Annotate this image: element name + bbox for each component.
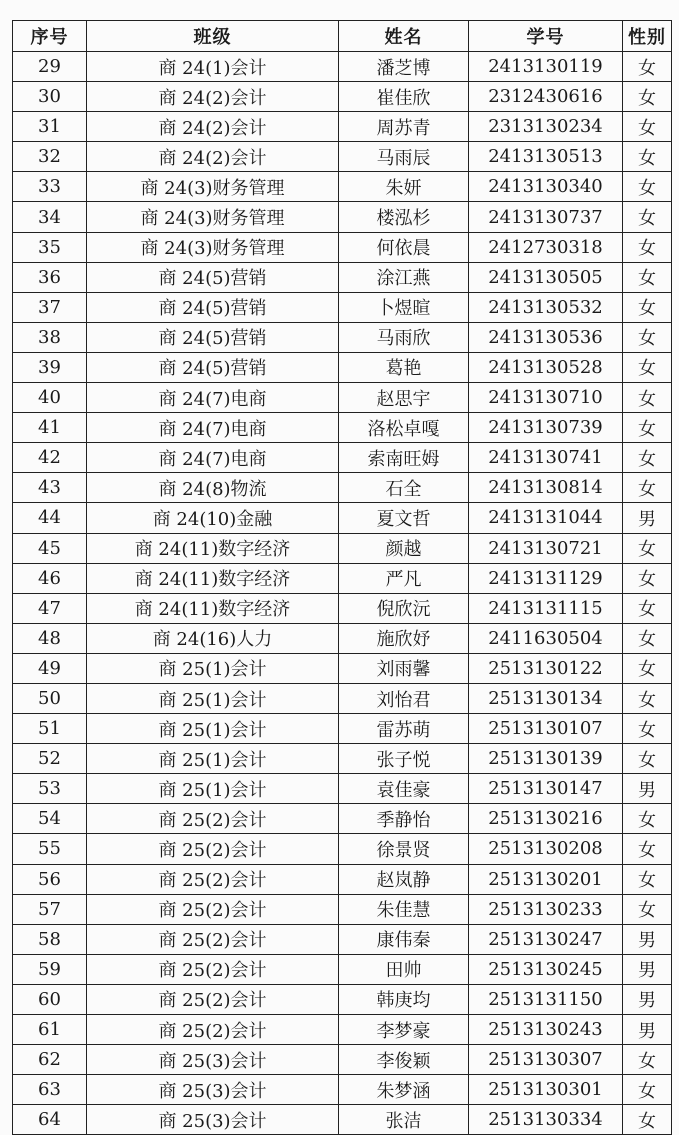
cell-student-id: 2513130147 [469,774,623,804]
table-row [13,1015,672,1045]
cell-name: 朱梦涵 [339,1075,469,1105]
table-row [13,172,672,202]
cell-class: 商 25(1)会计 [87,683,339,713]
cell-gender: 女 [623,563,672,593]
cell-student-id: 2513130247 [469,924,623,954]
cell-class: 商 24(5)营销 [87,322,339,352]
cell-student-id: 2513130208 [469,834,623,864]
cell-class: 商 25(2)会计 [87,804,339,834]
cell-gender: 女 [623,1045,672,1075]
cell-student-id: 2513130216 [469,804,623,834]
cell-name: 李梦豪 [339,1015,469,1045]
cell-name: 涂江燕 [339,262,469,292]
cell-student-id: 2413130528 [469,352,623,382]
cell-index: 62 [13,1045,87,1075]
cell-index: 44 [13,503,87,533]
cell-gender: 女 [623,352,672,382]
cell-class: 商 24(11)数字经济 [87,593,339,623]
cell-name: 刘雨馨 [339,653,469,683]
table-row [13,1105,672,1135]
cell-class: 商 24(11)数字经济 [87,563,339,593]
cell-name: 李俊颖 [339,1045,469,1075]
table-row [13,593,672,623]
cell-index: 47 [13,593,87,623]
table-row [13,834,672,864]
table-row [13,503,672,533]
cell-index: 32 [13,142,87,172]
cell-gender: 女 [623,262,672,292]
table-row [13,894,672,924]
cell-gender: 女 [623,202,672,232]
cell-gender: 女 [623,834,672,864]
cell-student-id: 2413130739 [469,413,623,443]
cell-gender: 女 [623,623,672,653]
table-row [13,1045,672,1075]
header-class: 班级 [87,21,339,52]
cell-student-id: 2513130107 [469,714,623,744]
cell-gender: 男 [623,954,672,984]
cell-index: 59 [13,954,87,984]
table-header [13,21,672,52]
cell-student-id: 2413130814 [469,473,623,503]
cell-class: 商 25(3)会计 [87,1105,339,1135]
header-student-id: 学号 [469,21,623,52]
cell-student-id: 2413130119 [469,52,623,82]
cell-index: 50 [13,683,87,713]
cell-class: 商 24(5)营销 [87,352,339,382]
cell-student-id: 2513130245 [469,954,623,984]
table-row [13,984,672,1014]
cell-class: 商 25(1)会计 [87,774,339,804]
cell-class: 商 25(2)会计 [87,864,339,894]
cell-class: 商 24(10)金融 [87,503,339,533]
cell-student-id: 2513130134 [469,683,623,713]
cell-index: 46 [13,563,87,593]
cell-index: 56 [13,864,87,894]
cell-gender: 女 [623,413,672,443]
cell-name: 雷苏萌 [339,714,469,744]
cell-name: 倪欣沅 [339,593,469,623]
cell-student-id: 2413130532 [469,292,623,322]
cell-student-id: 2513131150 [469,984,623,1014]
cell-name: 颜越 [339,533,469,563]
table-row [13,52,672,82]
cell-gender: 女 [623,683,672,713]
cell-index: 60 [13,984,87,1014]
table-row [13,774,672,804]
cell-index: 57 [13,894,87,924]
cell-index: 39 [13,352,87,382]
cell-class: 商 24(7)电商 [87,443,339,473]
cell-class: 商 25(3)会计 [87,1075,339,1105]
header-gender: 性别 [623,21,672,52]
table-row [13,473,672,503]
cell-gender: 女 [623,864,672,894]
cell-name: 洛松卓嘎 [339,413,469,443]
cell-name: 楼泓杉 [339,202,469,232]
cell-name: 索南旺姆 [339,443,469,473]
cell-index: 36 [13,262,87,292]
cell-name: 张子悦 [339,744,469,774]
cell-class: 商 24(5)营销 [87,262,339,292]
header-index: 序号 [13,21,87,52]
cell-gender: 女 [623,744,672,774]
cell-name: 赵思宇 [339,383,469,413]
cell-name: 朱妍 [339,172,469,202]
table-row [13,744,672,774]
cell-class: 商 24(7)电商 [87,413,339,443]
cell-student-id: 2413130741 [469,443,623,473]
cell-index: 38 [13,322,87,352]
cell-name: 刘怡君 [339,683,469,713]
cell-gender: 女 [623,653,672,683]
cell-student-id: 2413131044 [469,503,623,533]
cell-student-id: 2413131129 [469,563,623,593]
cell-gender: 女 [623,172,672,202]
cell-student-id: 2413131115 [469,593,623,623]
cell-index: 41 [13,413,87,443]
table-body [13,52,672,1135]
cell-index: 58 [13,924,87,954]
cell-class: 商 25(3)会计 [87,1045,339,1075]
cell-class: 商 24(8)物流 [87,473,339,503]
cell-index: 33 [13,172,87,202]
cell-gender: 女 [623,593,672,623]
cell-name: 朱佳慧 [339,894,469,924]
cell-class: 商 25(1)会计 [87,653,339,683]
cell-index: 29 [13,52,87,82]
cell-index: 31 [13,112,87,142]
cell-class: 商 25(2)会计 [87,954,339,984]
table-row [13,954,672,984]
cell-class: 商 25(1)会计 [87,744,339,774]
cell-gender: 女 [623,232,672,262]
cell-gender: 女 [623,52,672,82]
cell-class: 商 24(16)人力 [87,623,339,653]
cell-gender: 男 [623,503,672,533]
cell-index: 49 [13,653,87,683]
table-row [13,202,672,232]
cell-student-id: 2413130513 [469,142,623,172]
cell-class: 商 24(2)会计 [87,82,339,112]
table-row [13,714,672,744]
table-row [13,563,672,593]
cell-student-id: 2313130234 [469,112,623,142]
cell-gender: 男 [623,1015,672,1045]
cell-name: 严凡 [339,563,469,593]
cell-name: 赵岚静 [339,864,469,894]
cell-student-id: 2513130334 [469,1105,623,1135]
cell-student-id: 2513130122 [469,653,623,683]
cell-student-id: 2413130710 [469,383,623,413]
cell-class: 商 25(2)会计 [87,984,339,1014]
table-row [13,1075,672,1105]
cell-name: 田帅 [339,954,469,984]
table-row [13,864,672,894]
cell-gender: 女 [623,322,672,352]
cell-student-id: 2413130721 [469,533,623,563]
cell-name: 周苏青 [339,112,469,142]
cell-index: 55 [13,834,87,864]
cell-gender: 女 [623,1075,672,1105]
cell-class: 商 24(2)会计 [87,112,339,142]
cell-gender: 女 [623,112,672,142]
table-row [13,443,672,473]
cell-index: 48 [13,623,87,653]
table-row [13,352,672,382]
cell-student-id: 2513130233 [469,894,623,924]
cell-index: 37 [13,292,87,322]
cell-gender: 女 [623,714,672,744]
cell-index: 43 [13,473,87,503]
table-row [13,383,672,413]
cell-student-id: 2412730318 [469,232,623,262]
cell-name: 何依晨 [339,232,469,262]
table-row [13,292,672,322]
cell-student-id: 2513130243 [469,1015,623,1045]
cell-class: 商 24(7)电商 [87,383,339,413]
cell-index: 40 [13,383,87,413]
cell-gender: 男 [623,924,672,954]
table-row [13,142,672,172]
cell-class: 商 25(2)会计 [87,924,339,954]
cell-name: 康伟秦 [339,924,469,954]
table-row [13,653,672,683]
table-row [13,683,672,713]
table-row [13,413,672,443]
table-row [13,804,672,834]
cell-index: 51 [13,714,87,744]
header-row [13,21,672,52]
cell-name: 卜煜暄 [339,292,469,322]
cell-name: 袁佳豪 [339,774,469,804]
cell-name: 崔佳欣 [339,82,469,112]
cell-gender: 女 [623,804,672,834]
cell-gender: 女 [623,443,672,473]
cell-class: 商 24(2)会计 [87,142,339,172]
cell-gender: 女 [623,142,672,172]
cell-name: 徐景贤 [339,834,469,864]
cell-gender: 女 [623,894,672,924]
cell-class: 商 24(1)会计 [87,52,339,82]
cell-index: 35 [13,232,87,262]
cell-class: 商 24(3)财务管理 [87,202,339,232]
cell-index: 61 [13,1015,87,1045]
cell-gender: 女 [623,82,672,112]
cell-index: 45 [13,533,87,563]
cell-class: 商 25(2)会计 [87,834,339,864]
header-name: 姓名 [339,21,469,52]
cell-index: 63 [13,1075,87,1105]
cell-index: 30 [13,82,87,112]
cell-student-id: 2413130737 [469,202,623,232]
table-row [13,623,672,653]
cell-student-id: 2513130301 [469,1075,623,1105]
cell-index: 42 [13,443,87,473]
table-row [13,322,672,352]
cell-class: 商 24(5)营销 [87,292,339,322]
cell-name: 施欣妤 [339,623,469,653]
cell-name: 季静怡 [339,804,469,834]
cell-class: 商 24(3)财务管理 [87,172,339,202]
cell-gender: 女 [623,383,672,413]
cell-name: 韩庚均 [339,984,469,1014]
cell-class: 商 25(2)会计 [87,1015,339,1045]
cell-name: 张洁 [339,1105,469,1135]
cell-name: 葛艳 [339,352,469,382]
table-row [13,533,672,563]
cell-student-id: 2513130139 [469,744,623,774]
cell-name: 马雨辰 [339,142,469,172]
cell-name: 夏文哲 [339,503,469,533]
table-row [13,262,672,292]
cell-class: 商 25(1)会计 [87,714,339,744]
cell-student-id: 2513130201 [469,864,623,894]
cell-index: 54 [13,804,87,834]
cell-gender: 男 [623,984,672,1014]
cell-gender: 女 [623,1105,672,1135]
cell-index: 64 [13,1105,87,1135]
cell-index: 53 [13,774,87,804]
cell-index: 34 [13,202,87,232]
cell-student-id: 2513130307 [469,1045,623,1075]
table-row [13,112,672,142]
cell-student-id: 2413130505 [469,262,623,292]
cell-student-id: 2413130340 [469,172,623,202]
cell-class: 商 25(2)会计 [87,894,339,924]
cell-student-id: 2312430616 [469,82,623,112]
cell-gender: 女 [623,292,672,322]
table-row [13,232,672,262]
table-row [13,924,672,954]
student-roster-table [12,20,672,1135]
cell-name: 潘芝博 [339,52,469,82]
cell-gender: 女 [623,473,672,503]
cell-class: 商 24(3)财务管理 [87,232,339,262]
cell-gender: 女 [623,533,672,563]
cell-index: 52 [13,744,87,774]
cell-name: 石全 [339,473,469,503]
cell-student-id: 2411630504 [469,623,623,653]
cell-gender: 男 [623,774,672,804]
cell-name: 马雨欣 [339,322,469,352]
cell-class: 商 24(11)数字经济 [87,533,339,563]
table-row [13,82,672,112]
cell-student-id: 2413130536 [469,322,623,352]
